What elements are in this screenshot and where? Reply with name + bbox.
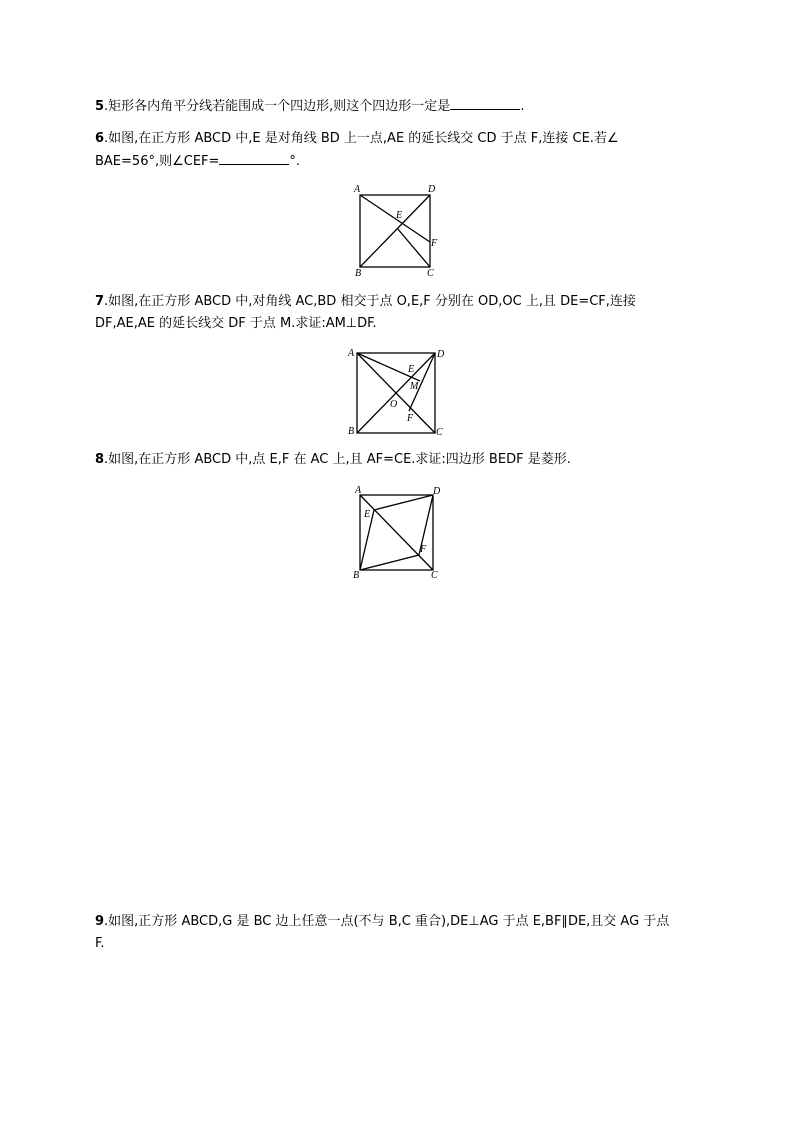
problem-line [95,291,695,313]
answer-blank[interactable] [219,150,289,165]
segment-fb [360,555,419,570]
problem-text: .如图,在正方形 ABCD 中,E 是对角线 BD 上一点,AE 的延长线交 CD 于点 F,连接 CE.若∠ [104,131,619,146]
label-a: A [355,485,362,496]
label-d: D [433,486,441,497]
segment-ed [374,495,433,510]
label-e: E [396,210,403,221]
problem-text: DF,AE,AE 的延长线交 DF 于点 M.求证:AM⊥DF. [95,316,377,331]
problem-7 [95,291,695,335]
problem-number: 7 [95,294,105,309]
problem-5 [95,95,695,118]
problem-line [95,128,695,150]
figure-8 [342,482,452,580]
problem-text: BAE=56°,则∠CEF= [95,154,220,169]
segment-af [360,195,430,242]
problem-text-end: . [520,99,525,114]
label-c: C [431,570,438,580]
label-b: B [353,570,360,580]
label-m: M [410,381,419,392]
answer-blank[interactable] [450,95,520,110]
problem-number: 9 [95,914,105,929]
problem-6 [95,128,695,173]
problem-9 [95,911,695,955]
problem-text: °. [289,154,301,169]
label-o: O [390,399,398,410]
problem-line [95,911,695,933]
problem-line [95,150,695,173]
problem-8 [95,449,695,471]
problem-number: 8 [95,452,105,467]
problem-text: .矩形各内角平分线若能围成一个四边形,则这个四边形一定是 [104,99,451,114]
figure-6 [345,180,445,280]
label-e: E [364,509,371,520]
problem-text: .如图,在正方形 ABCD 中,点 E,F 在 AC 上,且 AF=CE.求证:四边形 BEDF 是菱形. [104,452,571,467]
label-a: A [348,348,355,359]
problem-number: 6 [95,131,105,146]
problem-text: .如图,正方形 ABCD,G 是 BC 边上任意一点(不与 B,C 重合),DE⊥AG 于点 E,BF∥DE,且交 AG 于点 [104,914,670,929]
problem-text: F. [95,936,105,951]
problem-number: 5 [95,99,105,114]
label-f: F [431,238,438,249]
diagonal-ac [360,495,433,570]
label-c: C [427,268,434,279]
label-d: D [437,349,445,360]
problem-text: .如图,在正方形 ABCD 中,对角线 AC,BD 相交于点 O,E,F 分别在 OD,OC 上,且 DE=CF,连接 [104,294,636,309]
segment-ec [397,228,430,267]
label-d: D [428,184,436,195]
label-c: C [436,427,443,438]
label-b: B [355,268,362,279]
problem-line [95,313,695,335]
label-f: F [407,413,414,424]
label-e: E [408,364,415,375]
diagonal-bd [360,195,430,267]
figure-7 [342,344,452,440]
label-f: F [420,544,427,555]
label-b: B [348,426,355,437]
problem-line [95,933,695,955]
label-a: A [354,184,361,195]
